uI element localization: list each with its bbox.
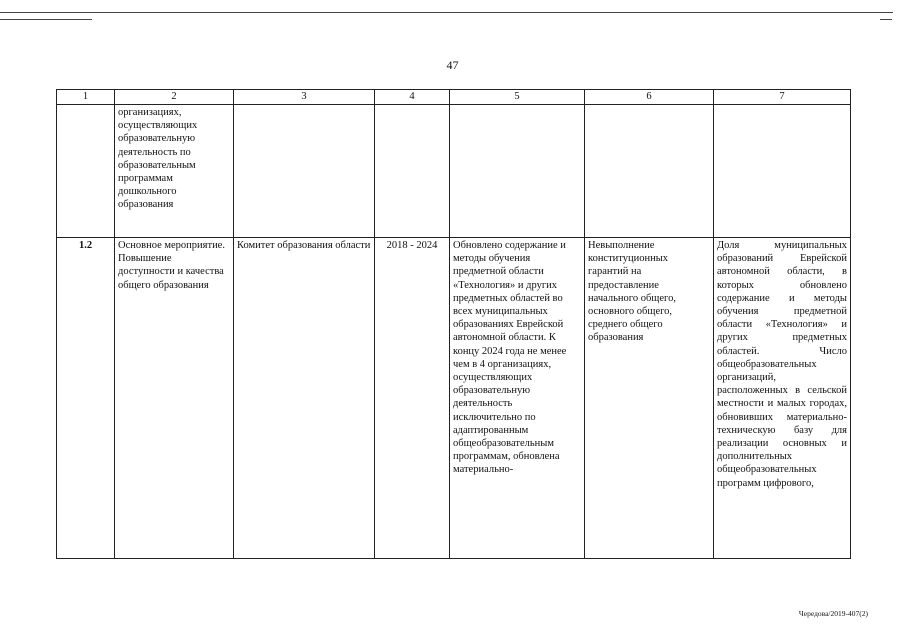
cell-item-number: 1.2 — [57, 238, 115, 559]
cell-activity: Основное мероприятие. Повышение доступности и качества общего образования — [115, 238, 234, 559]
column-header-3: 3 — [234, 90, 375, 105]
cell-continuation-text: организациях, осуществляющих образовательную деятельность по образовательным программам дошкольного образования — [115, 105, 234, 238]
cell-empty — [234, 105, 375, 238]
cell-period: 2018 - 2024 — [375, 238, 450, 559]
document-table — [56, 89, 851, 559]
cell-result: Обновлено содержание и методы обучения предметной области «Технология» и других предметных областей во всех муниципальных образованиях Еврейской автономной области. К концу 2024 года не менее чем в 4 организациях, осуществляющих образовательную деятельность исключительно по адаптированным общеобразовательным программам, обновлена материально- — [450, 238, 585, 559]
document-footer-code: Чередова/2019-407(2) — [798, 609, 868, 618]
table-row-1-2 — [57, 238, 851, 559]
column-header-2: 2 — [115, 90, 234, 105]
cell-consequences: Невыполнение конституционных гарантий на предоставление начального общего, основного общего, среднего общего образования — [585, 238, 714, 559]
cell-empty — [585, 105, 714, 238]
scan-line-short-left — [0, 19, 92, 20]
column-header-6: 6 — [585, 90, 714, 105]
cell-indicators: Доля муниципальных образований Еврейской автономной области, в которых обновлено содержание и методы обучения предметной области «Технология» и других предметных областей. Число общеобразовательных организаций, расположенных в сельской местности и малых городах, обновивших материально-техническую базу для реализации основных и дополнительных общеобразовательных программ цифрового, — [714, 238, 851, 559]
cell-empty — [450, 105, 585, 238]
cell-empty — [375, 105, 450, 238]
column-header-4: 4 — [375, 90, 450, 105]
column-header-7: 7 — [714, 90, 851, 105]
table-row-continuation — [57, 105, 851, 238]
header-row — [57, 90, 851, 105]
cell-responsible: Комитет образования области — [234, 238, 375, 559]
scan-line-short-right — [880, 19, 892, 20]
column-header-5: 5 — [450, 90, 585, 105]
page-number: 47 — [446, 58, 459, 72]
cell-empty — [57, 105, 115, 238]
scan-line-top — [0, 12, 893, 13]
column-header-1: 1 — [57, 90, 115, 105]
cell-empty — [714, 105, 851, 238]
